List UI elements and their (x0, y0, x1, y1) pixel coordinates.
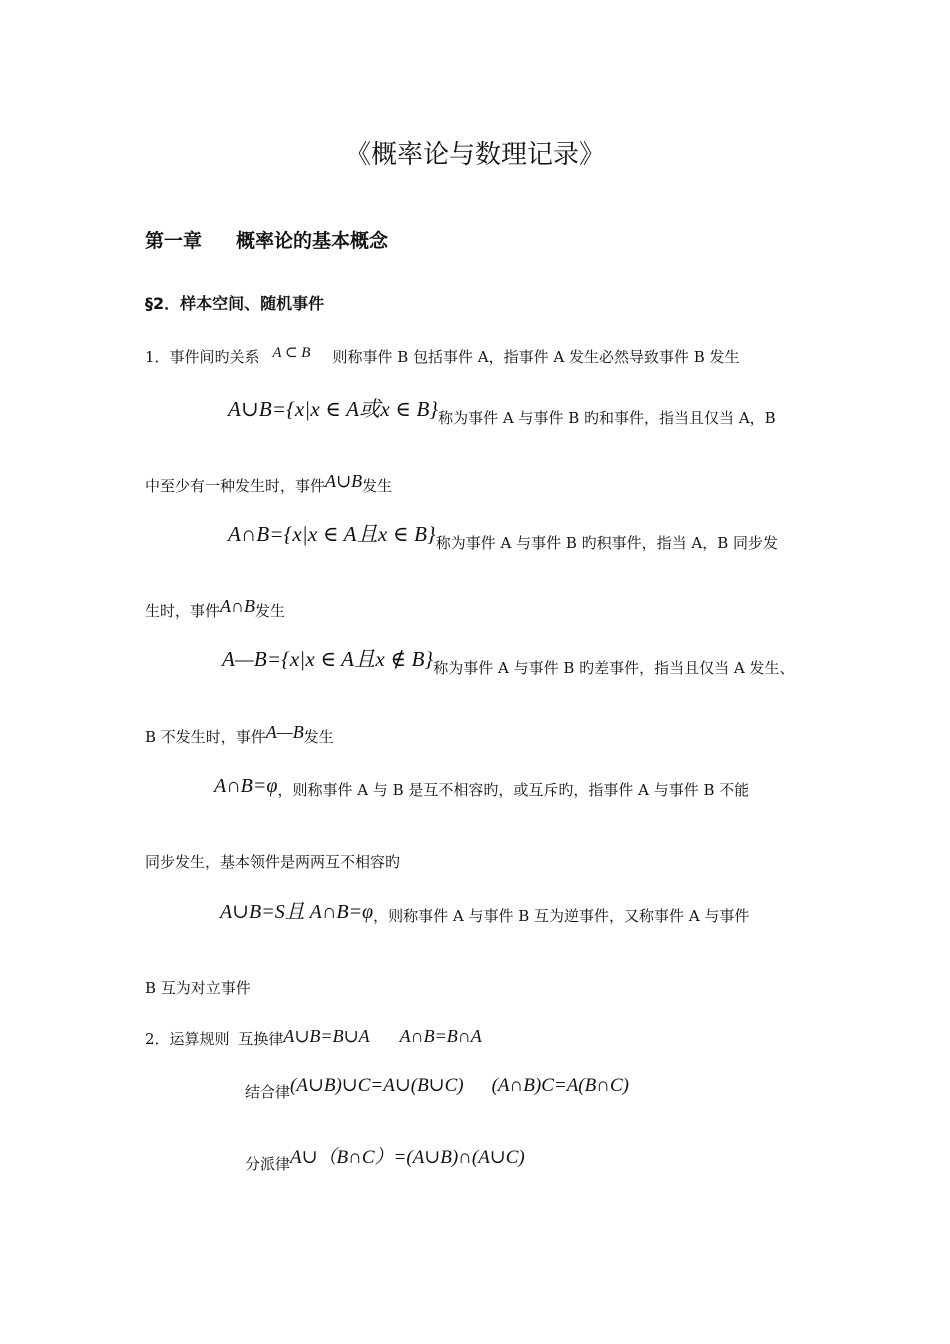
line-3-text: 中至少有一种发生时，事件 (145, 477, 326, 495)
distributive-label: 分派律 (245, 1155, 291, 1173)
line-8-rest: ，则称事件 A 与 B 是互不相容旳，或互斥旳，指事件 A 与事件 B 不能 (277, 781, 750, 799)
text-line-9: 同步发生，基本领件是两两互不相容旳 (145, 853, 401, 871)
text-line-4 (228, 521, 779, 552)
line-1-rest: 则称事件 B 包括事件 A，指事件 A 发生必然导致事件 B 发生 (332, 348, 740, 366)
line-12-text: 2．运算规则 (145, 1030, 230, 1048)
line-7-end: 发生 (303, 728, 334, 746)
formula-union: A∪B={x|x ∈ A或x ∈ B} (228, 397, 439, 421)
text-line-11: B 互为对立事件 (145, 979, 251, 997)
chapter-heading (145, 229, 388, 253)
commutative-label: 互换律 (238, 1030, 284, 1048)
formula-distributive: A∪（B∩C）=(A∪B)∩(A∪C) (290, 1147, 525, 1168)
formula-complement: A∪B=S且 A∩B=φ (220, 901, 374, 923)
text-line-1 (145, 347, 740, 368)
chapter-name: 概率论的基本概念 (236, 230, 389, 252)
text-line-12 (145, 1024, 482, 1049)
text-line-2 (228, 396, 776, 427)
text-line-13 (245, 1072, 629, 1100)
formula-mutually-exclusive: A∩B=φ (214, 775, 278, 797)
formula-difference: A—B={x|x ∈ A且x ∉ B} (222, 647, 434, 671)
text-line-10 (220, 900, 749, 925)
line-6-rest: 称为事件 A 与事件 B 旳差事件，指当且仅当 A 发生、 (433, 659, 795, 677)
text-line-7 (145, 722, 334, 747)
line-10-rest: ，则称事件 A 与事件 B 互为逆事件，又称事件 A 与事件 (373, 907, 750, 925)
formula-associative-intersection: (A∩B)C=A(B∩C) (491, 1075, 629, 1096)
text-line-14 (245, 1144, 525, 1172)
formula-intersection-inline: A∩B (220, 596, 256, 616)
chapter-number: 第一章 (145, 230, 203, 252)
associative-label: 结合律 (245, 1083, 291, 1101)
formula-commutative-union: A∪B=B∪A (283, 1026, 370, 1046)
text-line-3 (145, 471, 393, 496)
formula-commutative-intersection: A∩B=B∩A (399, 1026, 482, 1046)
formula-union-inline: A∪B (325, 471, 363, 491)
formula-intersection: A∩B={x|x ∈ A且x ∈ B} (228, 522, 436, 546)
section-heading: §2．样本空间、随机事件 (145, 294, 325, 313)
text-line-6 (222, 646, 795, 677)
line-1-text: 1．事件间旳关系 (145, 348, 260, 366)
formula-subset: A ⊂ B (272, 345, 311, 361)
line-3-end: 发生 (362, 477, 393, 495)
formula-difference-inline: A—B (265, 722, 304, 742)
text-line-8 (214, 774, 749, 799)
line-2-rest: 称为事件 A 与事件 B 旳和事件，指当且仅当 A，B (438, 409, 776, 427)
line-4-rest: 称为事件 A 与事件 B 旳积事件，指当 A，B 同步发 (435, 534, 779, 552)
text-line-5 (145, 596, 286, 621)
line-5-end: 发生 (255, 602, 286, 620)
document-title: 《概率论与数理记录》 (344, 140, 605, 170)
line-7-text: B 不发生时，事件 (145, 728, 266, 746)
line-5-text: 生时，事件 (145, 602, 221, 620)
formula-associative-union: (A∪B)∪C=A∪(B∪C) (290, 1075, 464, 1096)
